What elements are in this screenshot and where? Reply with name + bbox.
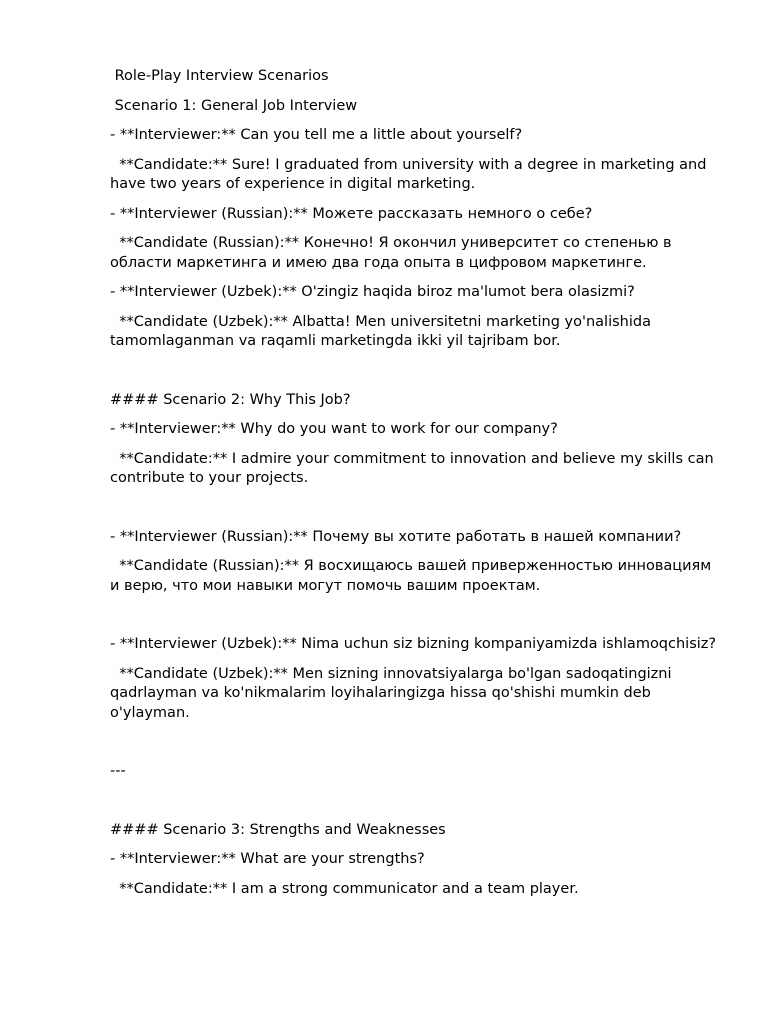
scenario-1-interviewer-uz: - **Interviewer (Uzbek):** O'zingiz haqida biroz ma'lumot bera olasizmi? [110,284,635,300]
scenario-3-candidate-en: **Candidate:** I am a strong communicator and a team player. [110,880,579,897]
section-separator: --- [110,763,126,779]
scenario-1-candidate-ru: **Candidate (Russian):** Конечно! Я окончил университет со степенью в области маркетинга и имею два года опыта в цифровом маркетинге. [110,235,677,271]
scenario-2-interviewer-en: - **Interviewer:** Why do you want to work for our company? [110,421,558,437]
scenario-2-candidate-uz: **Candidate (Uzbek):** Men sizning innovatsiyalarga bo'lgan sadoqatingizni qadrlayman va ko'nikmalarim loyihalaringizga hissa qo'shishi mumkin deb o'ylayman. [110,665,677,721]
scenario-1-interviewer-en: - **Interviewer:** Can you tell me a little about yourself? [110,127,523,143]
scenario-3-interviewer-en: - **Interviewer:** What are your strengths? [110,851,425,867]
scenario-2-heading: #### Scenario 2: Why This Job? [110,391,351,408]
scenario-1-interviewer-ru: - **Interviewer (Russian):** Можете рассказать немного о себе? [110,205,593,222]
scenario-2-candidate-ru: **Candidate (Russian):** Я восхищаюсь вашей приверженностью инновациям и верю, что мои навыки могут помочь вашим проектам. [110,558,716,594]
scenario-1-candidate-en: **Candidate:** Sure! I graduated from university with a degree in marketing and have two years of experience in digital marketing. [110,156,712,192]
scenario-1-heading: Scenario 1: General Job Interview [110,97,358,114]
document-title: Role-Play Interview Scenarios [110,68,329,84]
scenario-2-candidate-en: **Candidate:** I admire your commitment to innovation and believe my skills can contribute to your projects. [110,450,719,486]
scenario-1-candidate-uz: **Candidate (Uzbek):** Albatta! Men universitetni marketing yo'nalishida tamomlaganman va raqamli marketingda ikki yil tajribam bor. [110,313,656,349]
scenario-2-interviewer-uz: - **Interviewer (Uzbek):** Nima uchun siz bizning kompaniyamizda ishlamoqchisiz? [110,636,717,652]
scenario-2-interviewer-ru: - **Interviewer (Russian):** Почему вы хотите работать в нашей компании? [110,528,682,545]
scenario-3-heading: #### Scenario 3: Strengths and Weaknesses [110,821,446,838]
document-page [110,67,720,899]
